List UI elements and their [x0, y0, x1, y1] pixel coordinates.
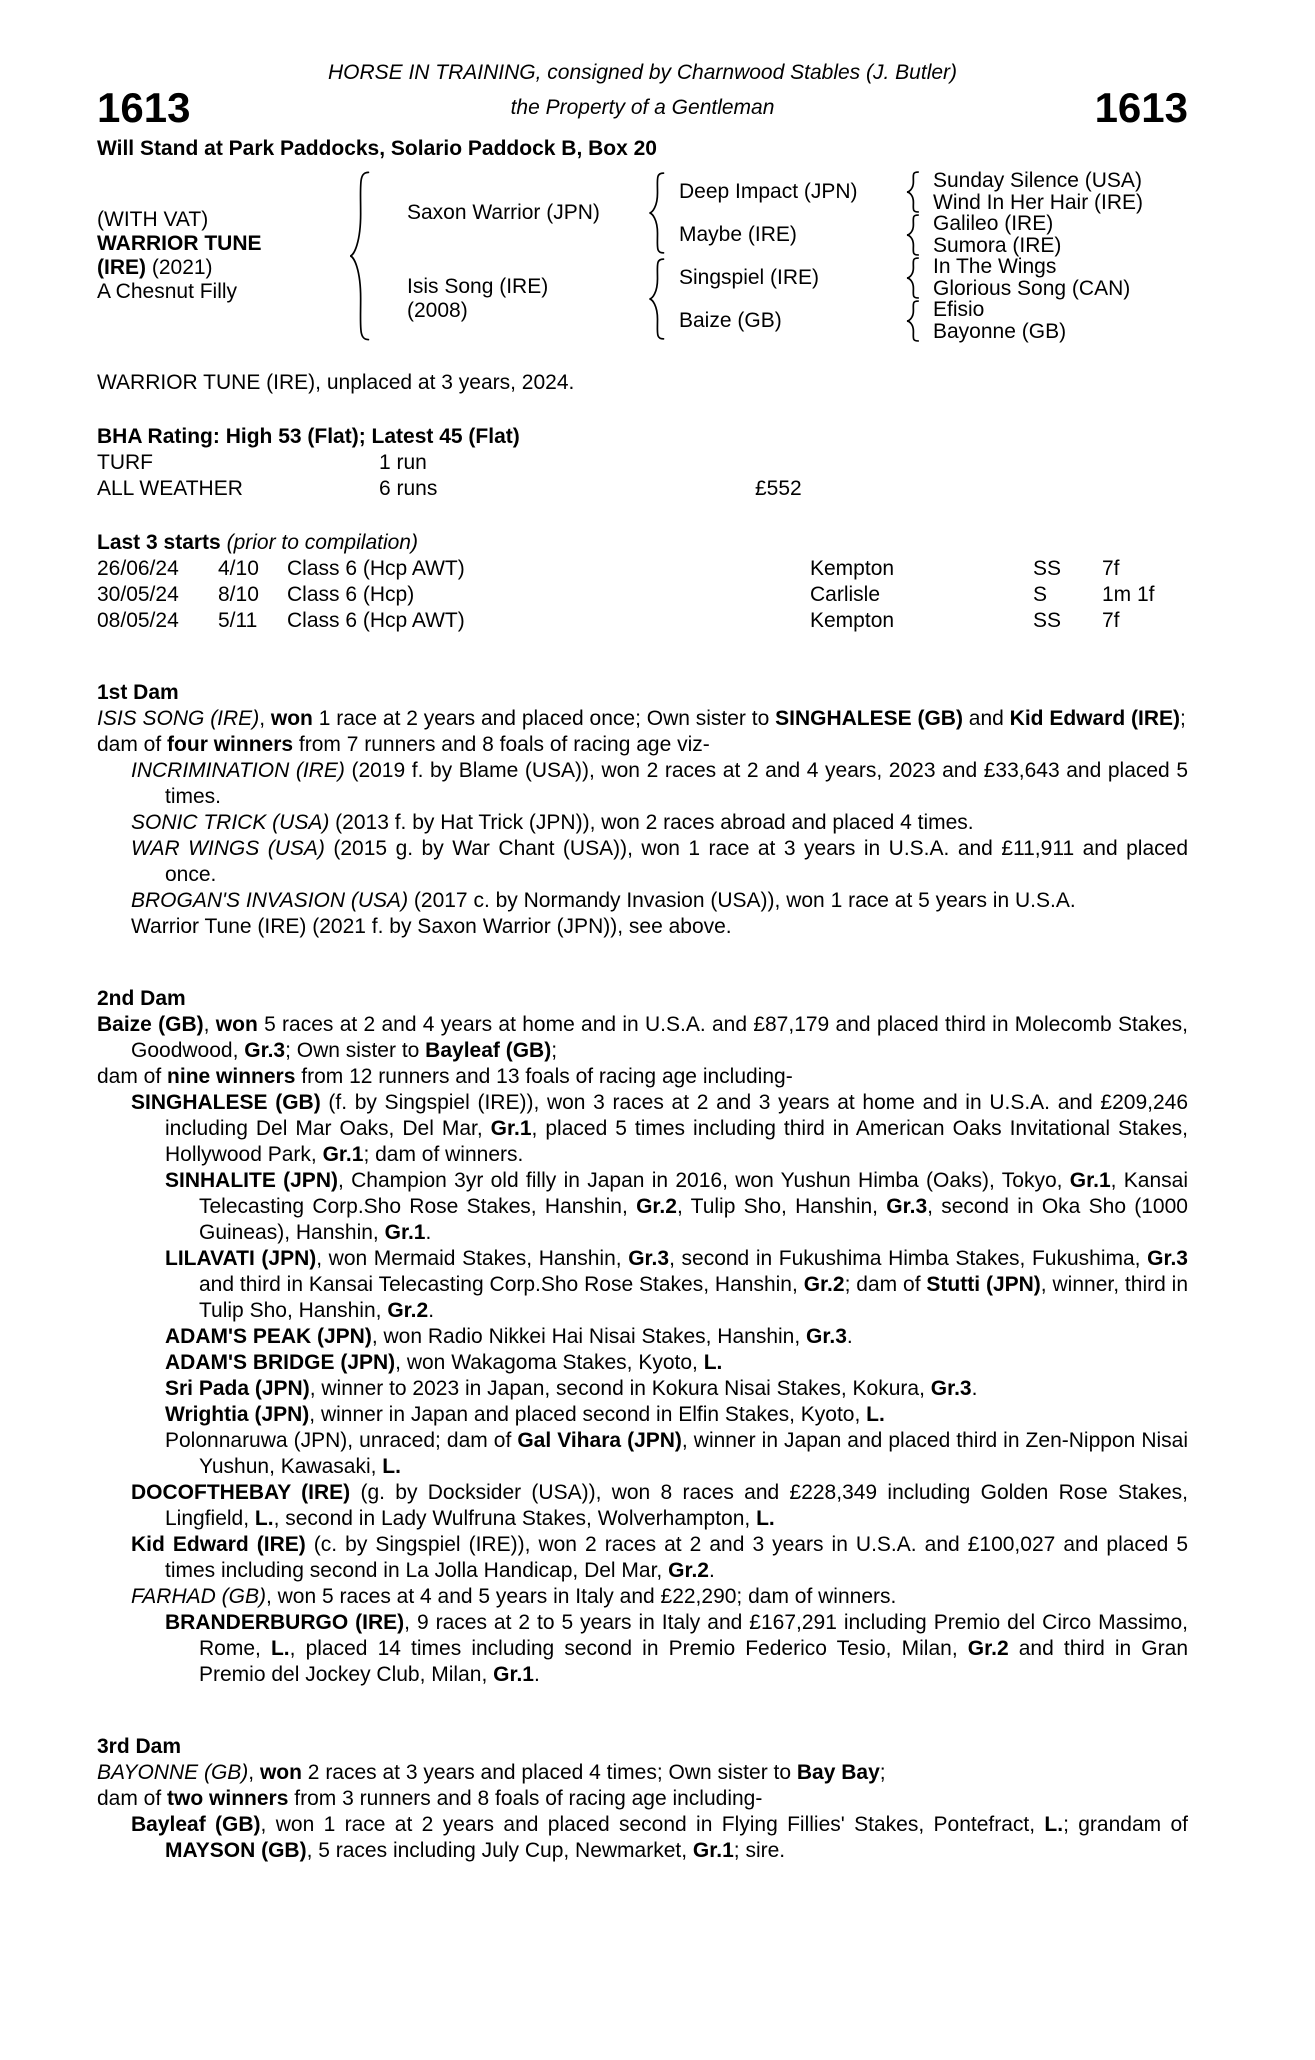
sire-sire-name: Deep Impact (JPN): [679, 179, 858, 203]
consignor-line: HORSE IN TRAINING, consigned by Charnwood Stables (J. Butler): [327, 61, 958, 84]
text-segment: Warrior Tune (IRE) (2021 f. by Saxon Warrior (JPN)), see above.: [131, 915, 732, 938]
subject-horse-description: A Chesnut Filly: [97, 280, 238, 303]
pedigree-paragraph: [97, 758, 1188, 810]
text-segment: , winner in Japan and placed second in Elfin Stakes, Kyoto,: [309, 1403, 867, 1426]
text-segment: Gr.3: [886, 1195, 928, 1218]
pedigree-paragraph: [97, 1090, 1188, 1168]
vat-note: (WITH VAT): [97, 208, 209, 231]
text-segment: , Champion 3yr old filly in Japan in 2016, won Yushun Himba (Oaks), Tokyo,: [337, 1169, 1070, 1192]
dam-dam-parents: [933, 299, 1066, 342]
second-dam-section: [97, 986, 1188, 1688]
text-segment: , winner in Japan and placed third in Zen-Nippon Nisai Yushun, Kawasaki,: [199, 1429, 1188, 1478]
text-segment: Stutti (JPN): [926, 1273, 1041, 1296]
pedigree-paragraph: [97, 888, 1188, 914]
table-cell-race: Class 6 (Hcp AWT): [287, 609, 465, 632]
text-segment: SINGHALESE (GB): [775, 707, 963, 730]
catalogue-page-body: [0, 60, 1315, 2060]
pedigree-leaf: Glorious Song (CAN): [933, 276, 1131, 300]
table-cell-runs: 1 run: [379, 451, 427, 474]
text-segment: L.: [703, 1351, 723, 1374]
last-starts-title-bold: Last 3 starts: [97, 531, 221, 554]
pedigree-paragraph: [97, 1012, 1188, 1064]
text-segment: dam of: [97, 733, 168, 756]
dam-sire-branch: [679, 256, 1130, 299]
subject-horse-year: (2021): [151, 256, 213, 279]
text-segment: Gr.3: [806, 1325, 847, 1348]
text-segment: (2019 f. by Blame (USA)), won 2 races at 2 and 4 years, 2023 and £33,643 and placed 5 times.: [165, 759, 1188, 808]
sire-dam-parents: [933, 213, 1061, 256]
text-segment: nine winners: [167, 1065, 296, 1088]
table-cell-race: Class 6 (Hcp AWT): [287, 557, 465, 580]
text-segment: (c. by Singspiel (IRE)), won 2 races at 2 and 3 years in U.S.A. and £100,027 and placed 5 times including second in La Jolla Handicap, Del Mar,: [165, 1533, 1188, 1582]
pedigree-paragraph: [97, 1064, 1188, 1090]
table-cell-course: Kempton: [810, 557, 895, 580]
catalogue-page: [0, 60, 1315, 1904]
text-segment: , second in Lady Wulfruna Stakes, Wolverhampton,: [273, 1507, 757, 1530]
property-line: the Property of a Gentleman: [510, 96, 775, 119]
text-segment: ,: [248, 1761, 260, 1784]
table-row: [97, 582, 1188, 608]
text-segment: ADAM'S PEAK (JPN): [165, 1325, 372, 1348]
text-segment: won: [215, 1013, 258, 1036]
pedigree-leaf: Sumora (IRE): [933, 233, 1062, 257]
lot-number-left: 1613: [97, 84, 191, 131]
text-segment: , won Radio Nikkei Hai Nisai Stakes, Hanshin,: [371, 1325, 807, 1348]
text-segment: SINGHALESE (GB): [131, 1091, 321, 1114]
text-segment: ; sire.: [733, 1839, 786, 1862]
pedigree-paragraph: [97, 1246, 1188, 1324]
table-row: [97, 476, 1188, 502]
pedigree-paragraph: [97, 1610, 1188, 1688]
last-starts-title-italic: (prior to compilation): [226, 531, 418, 554]
text-segment: Gr.1: [322, 1143, 364, 1166]
text-segment: , placed 5 times including third in American Oaks Invitational Stakes, Hollywood Park,: [165, 1117, 1189, 1166]
pedigree-paragraph: [97, 1350, 1188, 1376]
pedigree-paragraph: [97, 1760, 1188, 1786]
text-segment: and: [962, 707, 1010, 730]
text-segment: 5 races at 2 and 4 years at home and in U.S.A. and £87,179 and placed third in Molecomb Stakes, Goodwood,: [131, 1013, 1189, 1062]
text-segment: , placed 14 times including second in Premio Federico Tesio, Milan,: [289, 1637, 968, 1660]
last-starts-title: [97, 530, 1188, 556]
text-segment: , won Mermaid Stakes, Hanshin,: [316, 1247, 629, 1270]
pedigree-paragraph: [97, 732, 1188, 758]
text-segment: and third in Kansai Telecasting Corp.Sho Rose Stakes, Hanshin,: [199, 1273, 804, 1296]
text-segment: , won 1 race at 2 years and placed second in Flying Fillies' Stakes, Pontefract,: [260, 1813, 1045, 1836]
pedigree-paragraph: [97, 1402, 1188, 1428]
table-cell-dist: 7f: [1102, 557, 1120, 580]
text-segment: Sri Pada (JPN): [165, 1377, 310, 1400]
last-starts-block: [97, 530, 1188, 634]
text-segment: (2015 g. by War Chant (USA)), won 1 race at 3 years in U.S.A. and £11,911 and placed once.: [165, 837, 1188, 886]
table-row: [97, 608, 1188, 634]
pedigree-paragraph: [97, 914, 1188, 940]
text-segment: and third in Gran Premio del Jockey Club, Milan,: [199, 1637, 1188, 1686]
pedigree-paragraph: [97, 1786, 1188, 1812]
text-segment: L.: [382, 1455, 401, 1478]
text-segment: , won 5 races at 4 and 5 years in Italy and £22,290; dam of winners.: [265, 1585, 897, 1608]
text-segment: from 7 runners and 8 foals of racing age viz-: [293, 733, 710, 756]
text-segment: four winners: [167, 733, 294, 756]
table-cell-pos: 5/11: [218, 609, 258, 632]
sire-brace-icon: [647, 171, 667, 255]
lot-row: [97, 86, 1188, 130]
pedigree-main-brace-icon: [347, 168, 373, 344]
bha-rating-line: BHA Rating: High 53 (Flat); Latest 45 (Flat): [97, 425, 520, 448]
surface-record-table: [97, 450, 1188, 502]
text-segment: , winner to 2023 in Japan, second in Kokura Nisai Stakes, Kokura,: [309, 1377, 931, 1400]
text-segment: ; grandam of: [1063, 1813, 1188, 1836]
text-segment: ADAM'S BRIDGE (JPN): [165, 1351, 396, 1374]
pedigree-paragraph: [97, 810, 1188, 836]
text-segment: from 12 runners and 13 foals of racing age including-: [295, 1065, 793, 1088]
dam-sire-parents: [933, 256, 1130, 299]
text-segment: L.: [270, 1637, 290, 1660]
text-segment: Bay Bay: [796, 1761, 880, 1784]
text-segment: , won Wakagoma Stakes, Kyoto,: [395, 1351, 704, 1374]
section-heading: 2nd Dam: [97, 987, 186, 1010]
pedigree-paragraph: [97, 706, 1188, 732]
pedigree-leaf: In The Wings: [933, 255, 1057, 278]
text-segment: Gr.1: [490, 1117, 532, 1140]
sire-sire-parents: [933, 170, 1143, 213]
table-cell-pos: 8/10: [218, 583, 259, 606]
text-segment: Kid Edward (IRE): [131, 1533, 306, 1556]
text-segment: .: [708, 1559, 715, 1582]
sire-dam-branch: [679, 213, 1143, 256]
text-segment: Kid Edward (IRE): [1009, 707, 1181, 730]
text-segment: Gal Vihara (JPN): [517, 1429, 682, 1452]
text-segment: from 3 runners and 8 foals of racing age including-: [288, 1787, 763, 1810]
text-segment: .: [846, 1325, 853, 1348]
pedigree-paragraph: [97, 1376, 1188, 1402]
text-segment: WAR WINGS (USA): [131, 837, 325, 860]
text-segment: LILAVATI (JPN): [165, 1247, 317, 1270]
table-cell-race: Class 6 (Hcp): [287, 583, 415, 606]
text-segment: INCRIMINATION (IRE): [131, 759, 345, 782]
pedigree-paragraph: [97, 1584, 1188, 1610]
text-segment: won: [259, 1761, 302, 1784]
text-segment: Gr.2: [636, 1195, 677, 1218]
text-segment: .: [425, 1221, 432, 1244]
text-segment: L.: [1044, 1813, 1064, 1836]
dam-sire-brace-icon: [905, 257, 921, 299]
text-segment: Gr.3: [244, 1039, 286, 1062]
pedigree-paragraph: [97, 836, 1188, 888]
dam-year-text: (2008): [407, 299, 468, 322]
third-dam-section: [97, 1734, 1188, 1864]
sire-sire-brace-icon: [905, 171, 921, 213]
pedigree-paragraph: [97, 1532, 1188, 1584]
text-segment: Gr.3: [930, 1377, 972, 1400]
text-segment: Gr.1: [384, 1221, 426, 1244]
dam-name: [407, 275, 647, 323]
text-segment: SONIC TRICK (USA): [131, 811, 330, 834]
table-cell-course: Carlisle: [810, 583, 881, 606]
text-segment: (g. by Docksider (USA)), won 8 races and £228,349 including Golden Rose Stakes, Lingfield,: [165, 1481, 1188, 1530]
text-segment: ;: [1180, 707, 1186, 730]
pedigree-generations: [407, 170, 1143, 342]
text-segment: BROGAN'S INVASION (USA): [131, 889, 409, 912]
text-segment: .: [428, 1299, 435, 1322]
text-segment: , 9 races at 2 to 5 years in Italy and £167,291 including Premio del Circo Massimo, Rome,: [199, 1611, 1188, 1660]
table-cell-runs: 6 runs: [379, 477, 438, 500]
text-segment: L.: [866, 1403, 885, 1426]
pedigree-paragraph: [97, 1168, 1188, 1246]
text-segment: .: [534, 1663, 540, 1686]
text-segment: BAYONNE (GB): [97, 1761, 249, 1784]
dam-dam-name: Baize (GB): [679, 308, 782, 332]
dam-dam-brace-icon: [905, 300, 921, 342]
text-segment: , second in Fukushima Himba Stakes, Fukushima,: [669, 1247, 1148, 1270]
lot-number-right: 1613: [1094, 84, 1188, 131]
text-segment: Gr.2: [967, 1637, 1009, 1660]
stand-location-line: Will Stand at Park Paddocks, Solario Paddock B, Box 20: [97, 137, 657, 160]
bha-rating-block: [97, 424, 1188, 502]
pedigree-paragraph: [97, 1812, 1188, 1864]
subject-horse-suffix: (IRE): [97, 256, 146, 279]
table-row: [97, 450, 1188, 476]
sire-name: Saxon Warrior (JPN): [407, 201, 600, 224]
table-cell-surface: ALL WEATHER: [97, 477, 243, 500]
text-segment: ,: [203, 1013, 216, 1036]
table-cell-course: Kempton: [810, 609, 895, 632]
text-segment: 2 races at 3 years and placed 4 times; Own sister to: [301, 1761, 797, 1784]
text-segment: MAYSON (GB): [165, 1839, 307, 1862]
dam-dam-branch: [679, 299, 1130, 342]
sire-dam-name: Maybe (IRE): [679, 222, 797, 246]
text-segment: two winners: [167, 1787, 289, 1810]
first-dam-section: [97, 680, 1188, 940]
table-cell-date: 26/06/24: [97, 557, 179, 580]
subject-horse-suffix-year: [97, 256, 347, 280]
text-segment: DOCOFTHEBAY (IRE): [131, 1481, 351, 1504]
text-segment: Gr.3: [1147, 1247, 1188, 1270]
text-segment: ;: [879, 1761, 886, 1784]
table-cell-going: SS: [1033, 557, 1062, 580]
table-cell-pos: 4/10: [218, 557, 259, 580]
text-segment: , Kansai Telecasting Corp.Sho Rose Stakes, Hanshin,: [199, 1169, 1189, 1218]
text-segment: ; dam of: [844, 1273, 927, 1296]
table-cell-date: 08/05/24: [97, 609, 179, 632]
race-summary: WARRIOR TUNE (IRE), unplaced at 3 years, 2024.: [97, 371, 575, 394]
table-cell-going: SS: [1033, 609, 1062, 632]
text-segment: won: [270, 707, 313, 730]
pedigree-paragraph: [97, 1480, 1188, 1532]
text-segment: , 5 races including July Cup, Newmarket,: [306, 1839, 693, 1862]
text-segment: L.: [254, 1507, 274, 1530]
text-segment: L.: [756, 1507, 775, 1530]
text-segment: BRANDERBURGO (IRE): [165, 1611, 405, 1634]
text-segment: , winner, third in Tulip Sho, Hanshin,: [199, 1273, 1189, 1322]
dam-brace-icon: [647, 257, 667, 341]
pedigree-leaf: Efisio: [933, 298, 985, 321]
text-segment: (f. by Singspiel (IRE)), won 3 races at 2 and 3 years at home and in U.S.A. and £209,246 including Del Mar Oaks, Del Mar,: [165, 1091, 1188, 1140]
section-heading: 3rd Dam: [97, 1735, 182, 1758]
pedigree-leaf: Sunday Silence (USA): [933, 169, 1142, 192]
text-segment: ,: [259, 707, 271, 730]
text-segment: (2013 f. by Hat Trick (JPN)), won 2 races abroad and placed 4 times.: [329, 811, 974, 834]
section-paragraphs: [97, 1760, 1188, 1864]
text-segment: Wrightia (JPN): [165, 1403, 310, 1426]
pedigree-leaf: Galileo (IRE): [933, 212, 1054, 235]
table-cell-earnings: £552: [755, 477, 802, 500]
text-segment: Gr.2: [387, 1299, 429, 1322]
text-segment: SINHALITE (JPN): [165, 1169, 338, 1192]
dam-sire-name: Singspiel (IRE): [679, 265, 820, 289]
text-segment: , second in Oka Sho (1000 Guineas), Hanshin,: [199, 1195, 1188, 1244]
pedigree-paragraph: [97, 1324, 1188, 1350]
pedigree-leaf: Bayonne (GB): [933, 319, 1067, 343]
text-segment: Baize (GB): [97, 1013, 204, 1036]
sire-parents: [679, 170, 1143, 256]
text-segment: (2017 c. by Normandy Invasion (USA)), won 1 race at 5 years in U.S.A.: [408, 889, 1076, 912]
dam-name-text: Isis Song (IRE): [407, 275, 549, 298]
section-heading: 1st Dam: [97, 681, 179, 704]
text-segment: , Tulip Sho, Hanshin,: [676, 1195, 887, 1218]
table-cell-date: 30/05/24: [97, 583, 179, 606]
text-segment: Gr.2: [803, 1273, 845, 1296]
text-segment: .: [971, 1377, 978, 1400]
subject-horse-name: WARRIOR TUNE: [97, 232, 262, 255]
sire-sire-branch: [679, 170, 1143, 213]
text-segment: Polonnaruwa (JPN), unraced; dam of: [165, 1429, 518, 1452]
text-segment: Gr.1: [493, 1663, 534, 1686]
pedigree-tree: [97, 168, 1188, 344]
dam-parents: [679, 256, 1130, 342]
text-segment: Gr.1: [1069, 1169, 1111, 1192]
last-starts-table: [97, 556, 1188, 634]
pedigree-paragraph: [97, 1428, 1188, 1480]
dam-branch: [407, 256, 1143, 342]
text-segment: Gr.2: [668, 1559, 709, 1582]
text-segment: Gr.3: [628, 1247, 670, 1270]
table-cell-earnings: [755, 450, 1188, 476]
text-segment: Bayleaf (GB): [425, 1039, 552, 1062]
text-segment: ; Own sister to: [285, 1039, 426, 1062]
table-cell-dist: 1m 1f: [1102, 583, 1155, 606]
text-segment: Bayleaf (GB): [131, 1813, 261, 1836]
text-segment: ISIS SONG (IRE): [97, 707, 260, 730]
table-cell-dist: 7f: [1102, 609, 1120, 632]
sire-dam-brace-icon: [905, 214, 921, 256]
text-segment: dam of: [97, 1787, 168, 1810]
text-segment: ; dam of winners.: [363, 1143, 524, 1166]
table-row: [97, 556, 1188, 582]
sire-branch: [407, 170, 1143, 256]
table-cell-going: S: [1033, 583, 1048, 606]
text-segment: FARHAD (GB): [131, 1585, 266, 1608]
section-paragraphs: [97, 706, 1188, 940]
text-segment: 1 race at 2 years and placed once; Own sister to: [312, 707, 776, 730]
section-paragraphs: [97, 1012, 1188, 1688]
text-segment: dam of: [97, 1065, 168, 1088]
subject-horse-block: [97, 208, 347, 304]
text-segment: ;: [551, 1039, 558, 1062]
table-cell-surface: TURF: [97, 451, 153, 474]
text-segment: Gr.1: [692, 1839, 734, 1862]
pedigree-leaf: Wind In Her Hair (IRE): [933, 190, 1144, 214]
